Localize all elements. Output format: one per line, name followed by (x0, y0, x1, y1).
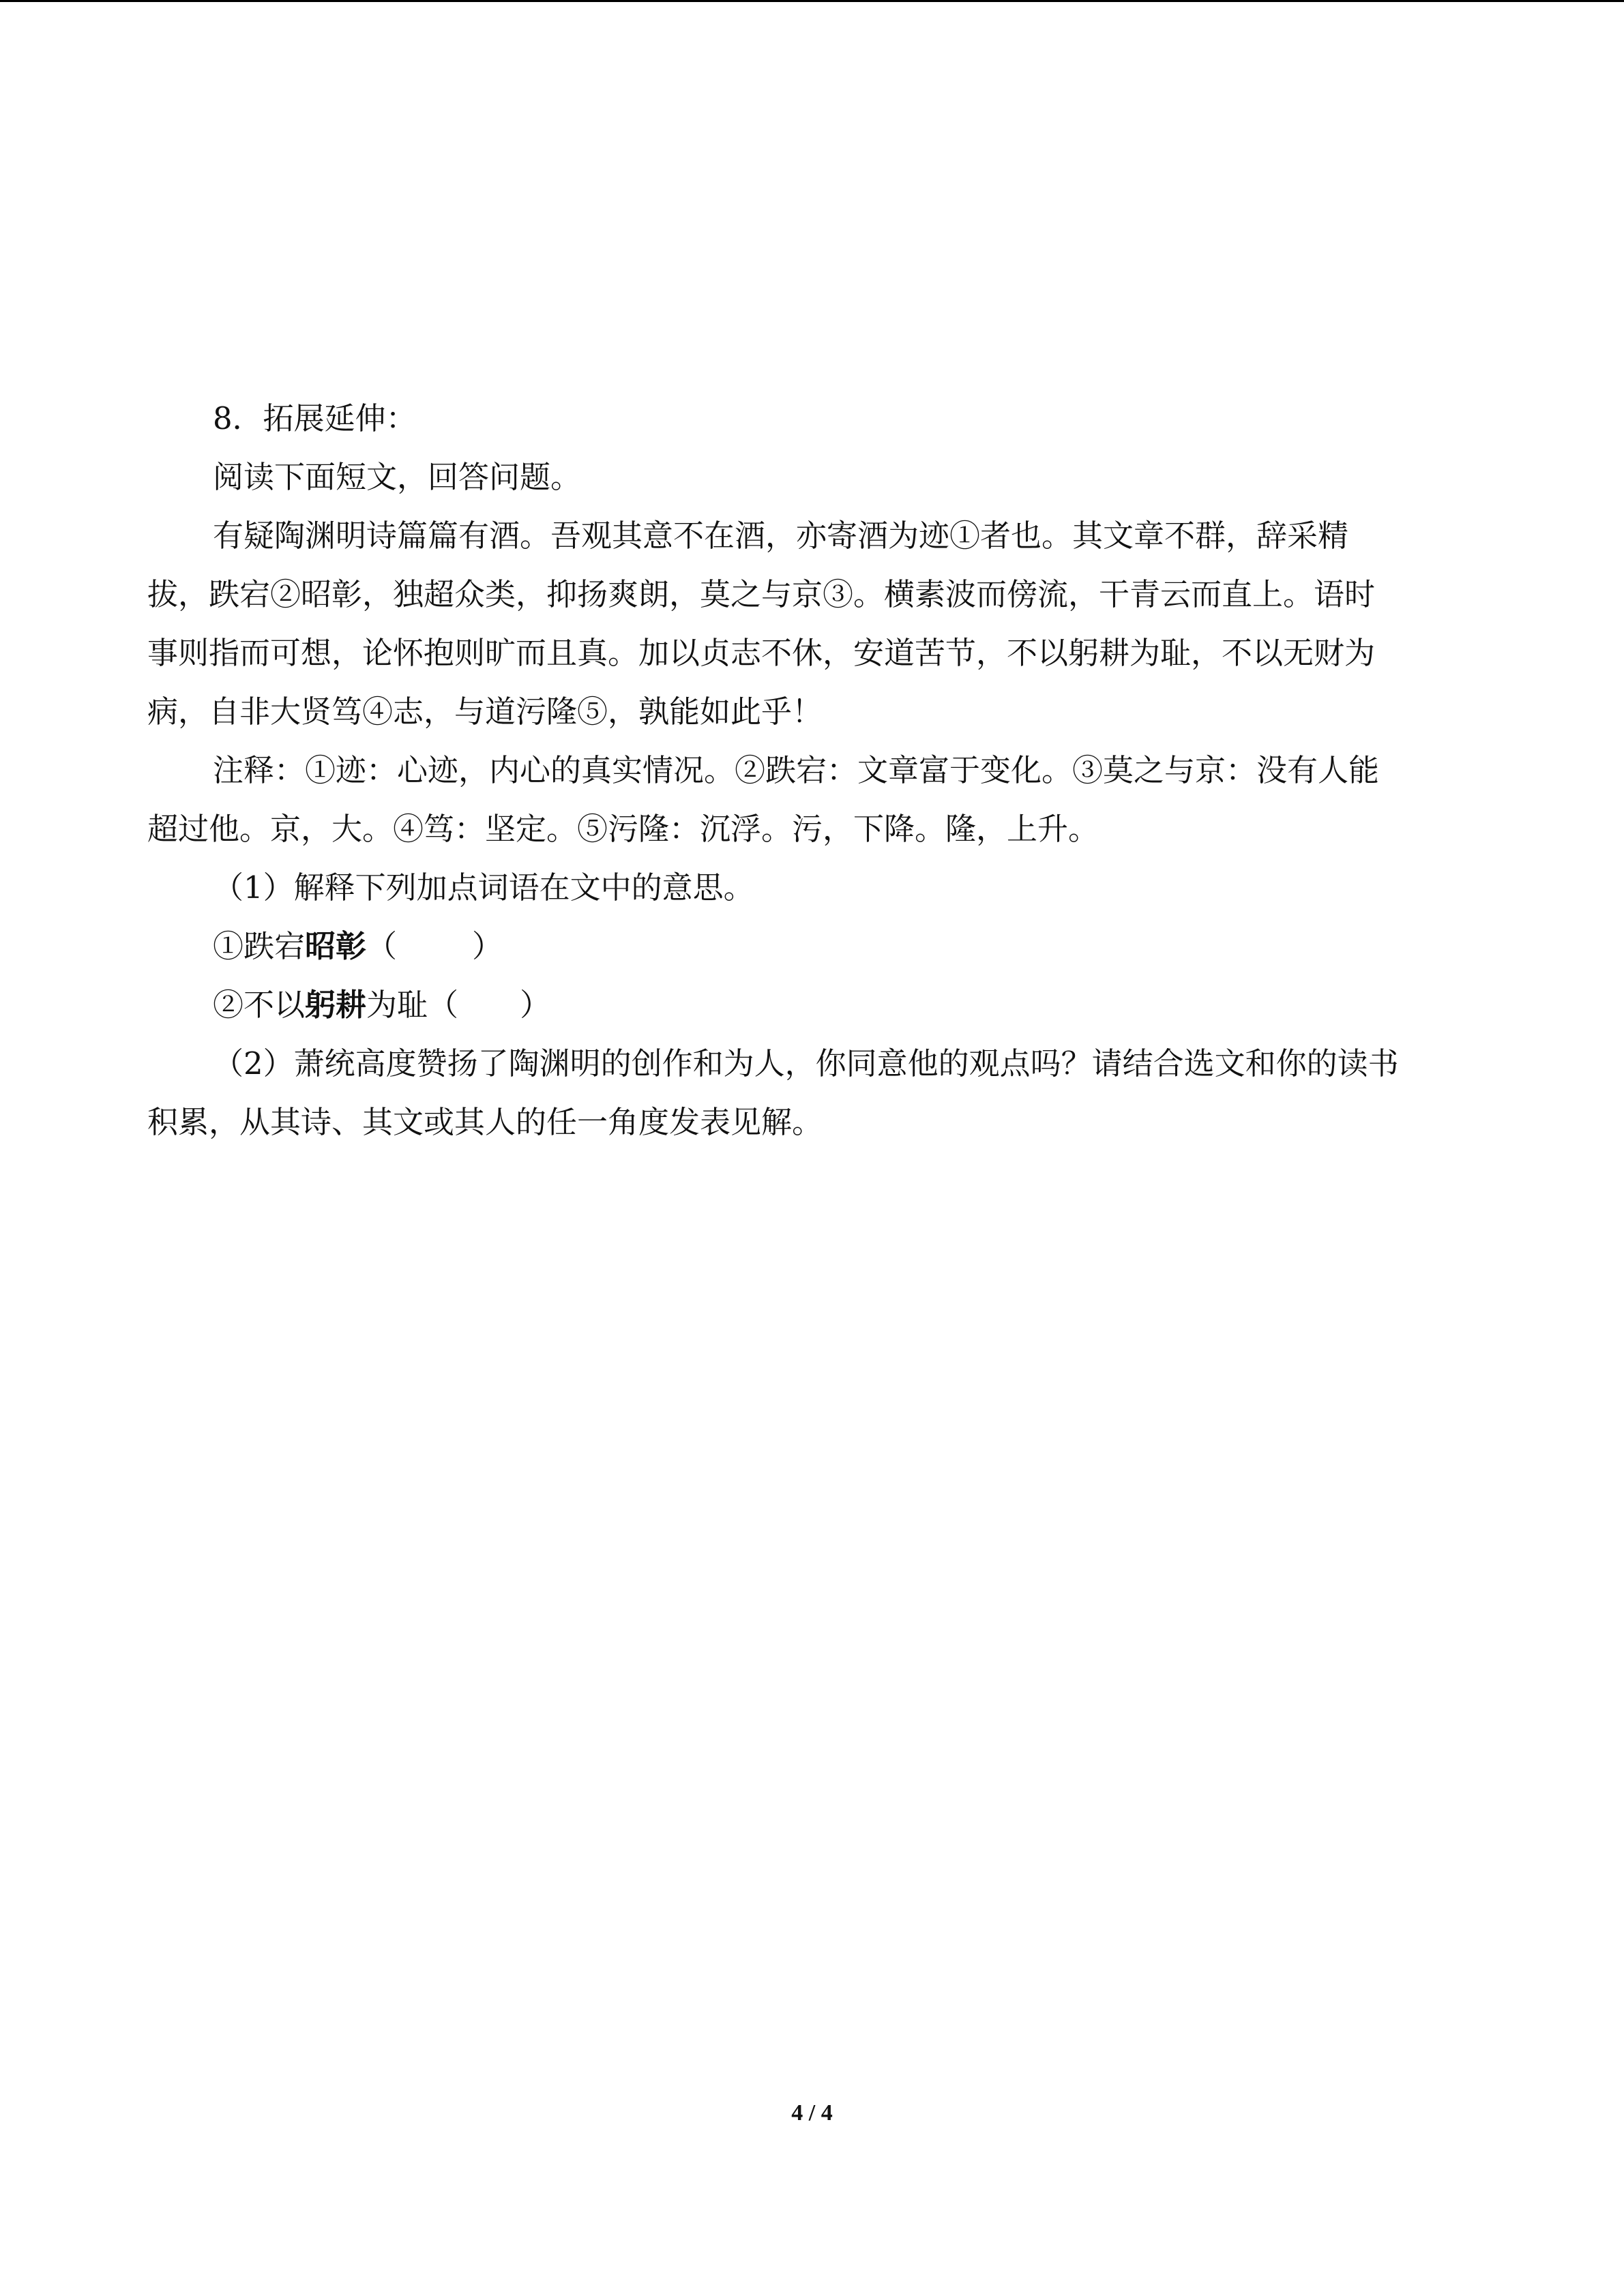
subquestion-1-item-1 (147, 917, 1474, 976)
item-keyword: 昭彰 (305, 928, 367, 964)
paren-open: （ (428, 987, 459, 1023)
page-number: 4 / 4 (791, 2100, 833, 2126)
paren-open: （ (366, 928, 398, 964)
item-suffix: 为耻 (366, 987, 428, 1023)
annotation-notes (147, 741, 1474, 859)
passage-line: 拔，跌宕②昭彰，独超众类，抑扬爽朗，莫之与京③。横素波而傍流，干青云而直上。语时 (147, 576, 1376, 612)
paren-close: ） (520, 987, 551, 1023)
question-block (147, 389, 1474, 1152)
reading-instruction: 阅读下面短文，回答问题。 (213, 459, 582, 495)
notes-line: 超过他。京，大。④笃：坚定。⑤污隆：沉浮。污，下降。隆，上升。 (147, 811, 1099, 847)
passage-line: 事则指而可想，论怀抱则旷而且真。加以贞志不休，安道苦节，不以躬耕为耻，不以无财为 (147, 635, 1376, 671)
top-border-line (0, 0, 1624, 2)
passage-line: 病，自非大贤笃④志，与道污隆⑤，孰能如此乎！ (147, 694, 823, 730)
subquestion-1-item-2 (147, 976, 1474, 1034)
subquestion-2-line: （2）萧统高度赞扬了陶渊明的创作和为人，你同意他的观点吗？请结合选文和你的读书 (213, 1045, 1399, 1082)
subquestion-2-line: 积累，从其诗、其文或其人的任一角度发表见解。 (147, 1104, 823, 1140)
notes-line: 注释：①迹：心迹，内心的真实情况。②跌宕：文章富于变化。③莫之与京：没有人能 (213, 752, 1380, 788)
passage-line: 有疑陶渊明诗篇篇有酒。吾观其意不在酒，亦寄酒为迹①者也。其文章不群，辞采精 (213, 518, 1349, 554)
passage (147, 507, 1474, 741)
question-heading: 8．拓展延伸： (213, 400, 417, 436)
item-keyword: 躬耕 (305, 987, 367, 1023)
subquestion-2 (147, 1034, 1474, 1152)
item-prefix: ②不以 (213, 987, 306, 1023)
subquestion-1-prompt: （1）解释下列加点词语在文中的意思。 (213, 869, 754, 906)
item-prefix: ①跌宕 (213, 928, 306, 964)
paren-close: ） (472, 928, 503, 964)
